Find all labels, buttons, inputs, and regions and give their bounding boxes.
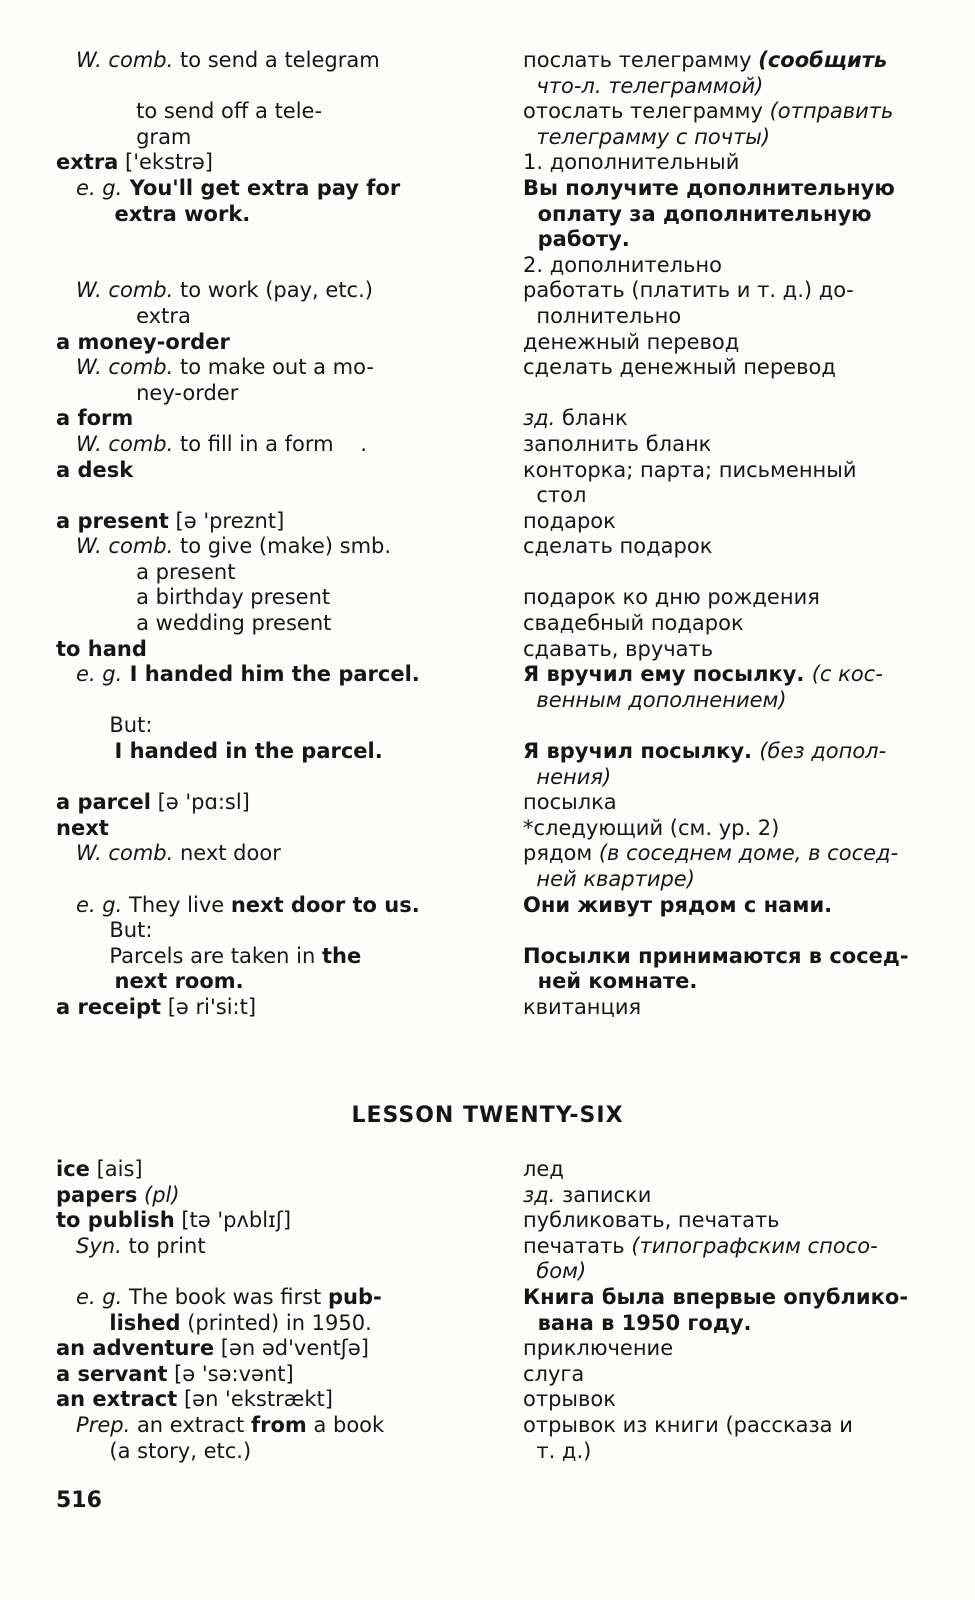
entry-line — [56, 995, 446, 1021]
entry-text: extra — [56, 303, 191, 328]
entry-line — [56, 611, 446, 637]
entry-text: бланк — [555, 406, 628, 431]
entry-text: [ais] — [89, 1157, 143, 1181]
entry-text: e. g. — [76, 1284, 123, 1309]
entry-line — [56, 355, 446, 381]
entry-text: свадебный подарок — [523, 611, 744, 636]
entry-text: W. comb. — [76, 48, 174, 72]
entry-line — [523, 739, 907, 765]
entry-line — [523, 944, 907, 970]
entry-line — [56, 509, 446, 535]
entry-line — [56, 1336, 446, 1362]
entry-line — [523, 893, 907, 919]
entry-text — [56, 893, 76, 917]
entry-line — [56, 739, 446, 765]
entry-text: lished — [109, 1310, 181, 1335]
entry-line — [56, 765, 446, 791]
entry-text: подарок — [523, 508, 616, 533]
entry-line — [523, 458, 907, 484]
entry-text: I handed in the parcel. — [56, 739, 383, 764]
entry-line — [523, 611, 907, 637]
entry-text: (сообщить — [758, 48, 888, 72]
entry-line — [56, 278, 446, 304]
entry-text: [ə ri'si:t] — [161, 994, 257, 1019]
entry-line — [523, 585, 907, 611]
entry-text: e. g. — [76, 175, 123, 200]
entry-line — [523, 253, 907, 279]
entry-line — [523, 1387, 907, 1413]
entry-line — [56, 406, 446, 432]
entry-line — [523, 1183, 907, 1209]
entry-text: to send a telegram — [173, 48, 380, 72]
entry-text: the — [321, 943, 362, 968]
entry-text: стол — [523, 483, 587, 508]
entry-text: to give (make) smb. — [173, 534, 392, 559]
entry-text: записки — [555, 1182, 652, 1207]
entry-line — [523, 1157, 907, 1183]
entry-text: a receipt — [56, 994, 162, 1019]
entry-text: papers — [56, 1182, 138, 1207]
entry-line — [56, 893, 446, 919]
entry-text: рядом — [523, 841, 599, 866]
entry-text: I handed him the parcel. — [122, 662, 420, 687]
entry-text: (без допол- — [759, 739, 887, 764]
entry-line — [523, 330, 907, 356]
entry-line — [523, 176, 907, 202]
entry-line — [523, 662, 907, 688]
entry-text: отрывок — [523, 1387, 616, 1412]
entry-text: W. comb. — [76, 431, 174, 456]
entry-text: a money-order — [56, 329, 230, 354]
entry-line — [523, 841, 907, 867]
entry-line — [523, 560, 907, 586]
entry-text — [56, 662, 76, 686]
entry-text: to work (pay, etc.) — [173, 278, 373, 303]
entry-text: (в соседнем доме, в сосед- — [598, 841, 899, 866]
entry-text: Я вручил посылку. — [523, 739, 760, 764]
entry-line — [523, 1259, 907, 1285]
entry-line — [56, 432, 446, 458]
entry-text: [ən əd'ventʃə] — [214, 1336, 369, 1361]
entry-line — [56, 483, 446, 509]
entry-text: next door to us. — [230, 892, 420, 917]
entry-line — [56, 816, 446, 842]
entry-text: что-л. телеграммой) — [523, 73, 764, 98]
entry-text: ['ekstrə] — [118, 150, 214, 175]
entry-line — [56, 1311, 446, 1337]
entry-line — [523, 483, 907, 509]
entry-text: отослать телеграмму — [523, 99, 770, 124]
entry-text: Parcels are taken in — [56, 943, 322, 968]
entry-text: венным дополнением) — [523, 687, 787, 712]
entry-text: т. д.) — [523, 1438, 592, 1463]
entry-line — [523, 202, 907, 228]
entry-text: a present — [56, 559, 236, 584]
entry-text: a book — [306, 1412, 385, 1437]
entry-text: Посылки принимаются в сосед- — [523, 943, 909, 968]
entry-text: an extract — [56, 1387, 178, 1412]
entry-line — [56, 1234, 446, 1260]
entry-line — [56, 841, 446, 867]
entry-line — [523, 688, 907, 714]
entry-line — [56, 202, 446, 228]
entry-line — [523, 969, 907, 995]
entry-text: (отправить — [769, 99, 894, 124]
entry-text — [56, 432, 76, 456]
entry-text — [56, 48, 76, 72]
entry-line — [523, 48, 907, 74]
entry-text — [56, 1234, 76, 1258]
entry-line — [56, 867, 446, 893]
english-column-top — [56, 48, 446, 1021]
entry-text: next room. — [56, 969, 244, 994]
entry-text: W. comb. — [76, 278, 174, 303]
entry-line — [523, 918, 907, 944]
entry-text: pub- — [327, 1284, 382, 1309]
entry-text: ней квартире) — [523, 867, 695, 891]
entry-text: extra — [56, 150, 119, 175]
entry-text: an extract — [130, 1412, 251, 1437]
entry-text: 1. дополнительный — [523, 150, 740, 175]
lesson-heading: LESSON TWENTY-SIX — [351, 1103, 624, 1128]
entry-line — [523, 1285, 907, 1311]
entry-line — [523, 1362, 907, 1388]
entry-text: a form — [56, 406, 134, 431]
entry-line — [523, 74, 907, 100]
entry-line — [56, 1439, 446, 1465]
entry-text: посылка — [523, 790, 617, 815]
entry-text: next door — [173, 841, 281, 866]
entry-line — [523, 637, 907, 663]
entry-line — [523, 713, 907, 739]
entry-line — [56, 1387, 446, 1413]
entry-text: (pl) — [137, 1182, 180, 1207]
russian-column-top — [523, 48, 907, 1021]
entry-text: вана в 1950 году. — [523, 1310, 752, 1335]
entry-text — [56, 176, 76, 200]
entry-text: работу. — [523, 227, 630, 252]
entry-line — [56, 918, 446, 944]
entry-line — [523, 432, 907, 458]
entry-line — [56, 1362, 446, 1388]
entry-text: to send off a tele- — [56, 99, 323, 124]
entry-line — [523, 1208, 907, 1234]
entry-text: to make out a mo- — [173, 355, 374, 380]
entry-line — [523, 534, 907, 560]
entry-text: [ə 'pɑ:sl] — [150, 790, 250, 815]
entry-text: (a story, etc.) — [56, 1438, 252, 1463]
entry-text: But: — [56, 918, 153, 943]
entry-text: публиковать, печатать — [523, 1208, 780, 1233]
entry-text: полнительно — [523, 303, 682, 328]
entry-line — [56, 227, 446, 253]
entry-line — [523, 1439, 907, 1465]
entry-text: отрывок из книги (рассказа и — [523, 1412, 853, 1437]
entry-text: заполнить бланк — [523, 431, 712, 456]
entry-text: gram — [56, 124, 192, 149]
entry-line — [56, 253, 446, 279]
entry-text: оплату за дополнительную — [523, 201, 872, 226]
entry-line — [523, 125, 907, 151]
entry-text: ней комнате. — [523, 969, 698, 994]
entry-text: a parcel — [56, 790, 151, 815]
entry-text: ice — [56, 1157, 90, 1181]
entry-text: лед — [523, 1157, 564, 1181]
entry-line — [56, 534, 446, 560]
entry-text: to fill in a form . — [173, 431, 368, 456]
entry-text: (printed) in 1950. — [180, 1310, 372, 1335]
russian-column-bottom — [523, 1157, 907, 1464]
entry-text: работать (платить и т. д.) до- — [523, 278, 854, 303]
entry-line — [523, 1336, 907, 1362]
entry-text: 2. дополнительно — [523, 252, 722, 277]
entry-line — [56, 150, 446, 176]
entry-text: an adventure — [56, 1336, 215, 1361]
entry-line — [56, 381, 446, 407]
entry-text: a present — [56, 508, 169, 533]
entry-text: (типографским спосо- — [631, 1233, 878, 1258]
entry-text: (с кос- — [811, 662, 883, 687]
entry-line — [523, 1234, 907, 1260]
entry-text: a desk — [56, 457, 134, 482]
entry-text: W. comb. — [76, 355, 174, 380]
entry-line — [523, 995, 907, 1021]
entry-text: конторка; парта; письменный — [523, 457, 857, 482]
entry-text: Книга была впервые опублико- — [523, 1284, 909, 1309]
entry-line — [56, 1413, 446, 1439]
entry-text — [56, 534, 76, 558]
entry-text: *следующий (см. ур. 2) — [523, 815, 780, 840]
entry-text: from — [250, 1412, 307, 1437]
entry-text: Syn. — [76, 1233, 122, 1258]
entry-line — [523, 99, 907, 125]
entry-line — [56, 790, 446, 816]
entry-text: денежный перевод — [523, 329, 740, 354]
entry-text: a wedding present — [56, 611, 332, 636]
entry-line — [56, 99, 446, 125]
page-number: 516 — [56, 1488, 102, 1513]
entry-line — [523, 509, 907, 535]
entry-text: зд. — [523, 1182, 556, 1207]
entry-text: Вы получите дополнительную — [523, 175, 895, 200]
entry-text: [ə 'sə:vənt] — [167, 1361, 294, 1386]
entry-text: слуга — [523, 1361, 585, 1386]
entry-line — [56, 1285, 446, 1311]
entry-line — [56, 330, 446, 356]
entry-line — [56, 458, 446, 484]
entry-line — [56, 969, 446, 995]
entry-line — [56, 125, 446, 151]
entry-text: подарок ко дню рождения — [523, 585, 820, 610]
entry-text: ney-order — [56, 380, 239, 405]
entry-text: extra work. — [56, 201, 251, 226]
entry-text: W. comb. — [76, 534, 174, 559]
entry-line — [56, 585, 446, 611]
entry-line — [56, 637, 446, 663]
english-column-bottom — [56, 1157, 446, 1464]
entry-text: W. comb. — [76, 841, 174, 866]
entry-line — [523, 790, 907, 816]
entry-text: Я вручил ему посылку. — [523, 662, 812, 687]
entry-line — [523, 150, 907, 176]
entry-text — [56, 355, 76, 379]
entry-line — [56, 48, 446, 74]
entry-text: But: — [56, 713, 153, 738]
entry-line — [56, 176, 446, 202]
entry-line — [523, 381, 907, 407]
entry-text: сделать денежный перевод — [523, 355, 836, 380]
entry-text: e. g. — [76, 892, 123, 917]
entry-line — [56, 662, 446, 688]
entry-text: [tə 'pʌblɪʃ] — [174, 1208, 292, 1233]
entry-text — [56, 1311, 109, 1335]
entry-text — [56, 278, 76, 302]
entry-line — [523, 1311, 907, 1337]
entry-text: a birthday present — [56, 585, 331, 610]
entry-line — [56, 944, 446, 970]
entry-text: квитанция — [523, 994, 642, 1019]
entry-text: to print — [121, 1233, 206, 1258]
entry-text: e. g. — [76, 662, 123, 687]
entry-text: сдавать, вручать — [523, 636, 714, 661]
entry-text: Они живут рядом с нами. — [523, 892, 833, 917]
entry-line — [56, 1208, 446, 1234]
entry-text: [ə 'preznt] — [168, 508, 285, 533]
entry-text: They live — [122, 892, 231, 917]
entry-text: to publish — [56, 1208, 175, 1233]
entry-line — [56, 1183, 446, 1209]
entry-line — [523, 304, 907, 330]
entry-text: to hand — [56, 636, 147, 661]
entry-text — [56, 841, 76, 865]
entry-text: a servant — [56, 1361, 168, 1386]
entry-text: печатать — [523, 1233, 632, 1258]
entry-text: [ən 'ekstrækt] — [177, 1387, 333, 1412]
entry-line — [523, 816, 907, 842]
entry-text: телеграмму с почты) — [523, 124, 771, 149]
entry-line — [523, 1413, 907, 1439]
entry-text: next — [56, 815, 109, 840]
entry-line — [523, 765, 907, 791]
entry-text: послать телеграмму — [523, 48, 759, 72]
entry-text: Prep. — [76, 1412, 131, 1437]
entry-line — [523, 406, 907, 432]
entry-text: приключение — [523, 1336, 674, 1361]
entry-line — [56, 713, 446, 739]
entry-text: бом) — [523, 1259, 587, 1284]
entry-line — [56, 688, 446, 714]
entry-line — [56, 1259, 446, 1285]
entry-line — [56, 1157, 446, 1183]
entry-text — [56, 1285, 76, 1309]
entry-line — [523, 278, 907, 304]
entry-line — [523, 355, 907, 381]
entry-line — [523, 867, 907, 893]
entry-text: зд. — [523, 406, 556, 431]
entry-text: нения) — [523, 764, 612, 789]
entry-line — [56, 74, 446, 100]
entry-text: You'll get extra pay for — [122, 175, 401, 200]
entry-text: The book was first — [122, 1284, 328, 1309]
entry-line — [56, 560, 446, 586]
entry-text — [56, 1413, 76, 1437]
entry-text: сделать подарок — [523, 534, 713, 559]
entry-line — [523, 227, 907, 253]
entry-line — [56, 304, 446, 330]
